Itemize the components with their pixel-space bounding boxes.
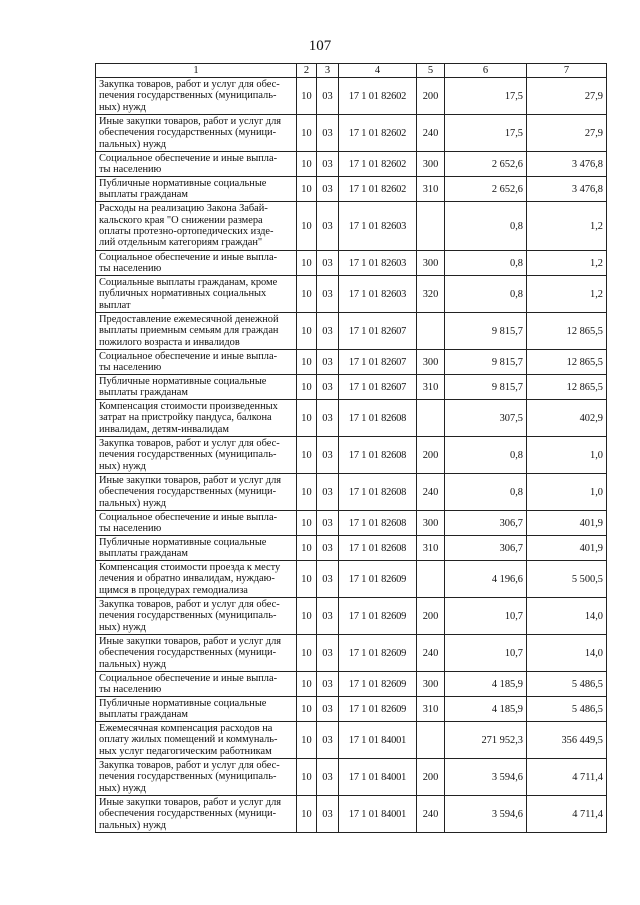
amount-col6-cell: 0,8 bbox=[445, 276, 527, 313]
amount-col6-cell: 0,8 bbox=[445, 251, 527, 276]
table-row bbox=[96, 635, 607, 672]
header-cell: 1 bbox=[96, 64, 297, 78]
row-name-cell: Иные закупки товаров, работ и услуг для обеспечения государственных (муници- пальных) нужд bbox=[96, 474, 297, 511]
budget-table bbox=[95, 63, 607, 833]
target-article-cell: 17 1 01 82608 bbox=[339, 437, 417, 474]
target-article-cell: 17 1 01 84001 bbox=[339, 722, 417, 759]
subsection-code-cell: 03 bbox=[317, 152, 339, 177]
expense-type-cell bbox=[417, 313, 445, 350]
expense-type-cell: 300 bbox=[417, 511, 445, 536]
table-row bbox=[96, 177, 607, 202]
target-article-cell: 17 1 01 82608 bbox=[339, 511, 417, 536]
row-name-cell: Иные закупки товаров, работ и услуг для обеспечения государственных (муници- пальных) нужд bbox=[96, 635, 297, 672]
row-name-cell: Социальное обеспечение и иные выпла- ты населению bbox=[96, 350, 297, 375]
expense-type-cell: 300 bbox=[417, 672, 445, 697]
amount-col7-cell: 401,9 bbox=[527, 536, 607, 561]
page-number: 107 bbox=[308, 38, 332, 54]
subsection-code-cell: 03 bbox=[317, 276, 339, 313]
amount-col7-cell: 14,0 bbox=[527, 598, 607, 635]
subsection-code-cell: 03 bbox=[317, 437, 339, 474]
expense-type-cell: 310 bbox=[417, 697, 445, 722]
subsection-code-cell: 03 bbox=[317, 177, 339, 202]
header-cell: 3 bbox=[317, 64, 339, 78]
amount-col7-cell: 27,9 bbox=[527, 115, 607, 152]
section-code-cell: 10 bbox=[297, 375, 317, 400]
table-row bbox=[96, 437, 607, 474]
subsection-code-cell: 03 bbox=[317, 536, 339, 561]
target-article-cell: 17 1 01 82602 bbox=[339, 177, 417, 202]
amount-col7-cell: 3 476,8 bbox=[527, 177, 607, 202]
table-row bbox=[96, 350, 607, 375]
row-name-cell: Расходы на реализацию Закона Забай- кальского края "О снижении размера оплаты протезно-ортопедических изде- лий отдельным категориям граждан" bbox=[96, 202, 297, 251]
amount-col7-cell: 402,9 bbox=[527, 400, 607, 437]
expense-type-cell: 240 bbox=[417, 635, 445, 672]
row-name-cell: Иные закупки товаров, работ и услуг для обеспечения государственных (муници- пальных) нужд bbox=[96, 796, 297, 833]
target-article-cell: 17 1 01 82609 bbox=[339, 635, 417, 672]
target-article-cell: 17 1 01 82602 bbox=[339, 78, 417, 115]
amount-col6-cell: 0,8 bbox=[445, 474, 527, 511]
table-row bbox=[96, 152, 607, 177]
row-name-cell: Компенсация стоимости произведенных затрат на пристройку пандуса, балкона инвалидам, детям-инвалидам bbox=[96, 400, 297, 437]
table-body bbox=[96, 78, 607, 833]
row-name-cell: Ежемесячная компенсация расходов на оплату жилых помещений и коммуналь- ных услуг педагогическим работникам bbox=[96, 722, 297, 759]
amount-col6-cell: 0,8 bbox=[445, 437, 527, 474]
subsection-code-cell: 03 bbox=[317, 598, 339, 635]
section-code-cell: 10 bbox=[297, 635, 317, 672]
row-name-cell: Публичные нормативные социальные выплаты гражданам bbox=[96, 375, 297, 400]
amount-col7-cell: 12 865,5 bbox=[527, 375, 607, 400]
section-code-cell: 10 bbox=[297, 511, 317, 536]
section-code-cell: 10 bbox=[297, 697, 317, 722]
header-cell: 5 bbox=[417, 64, 445, 78]
row-name-cell: Иные закупки товаров, работ и услуг для обеспечения государственных (муници- пальных) нужд bbox=[96, 115, 297, 152]
section-code-cell: 10 bbox=[297, 78, 317, 115]
amount-col7-cell: 1,2 bbox=[527, 251, 607, 276]
section-code-cell: 10 bbox=[297, 251, 317, 276]
amount-col7-cell: 14,0 bbox=[527, 635, 607, 672]
amount-col7-cell: 4 711,4 bbox=[527, 796, 607, 833]
table-row bbox=[96, 251, 607, 276]
amount-col6-cell: 4 185,9 bbox=[445, 672, 527, 697]
row-name-cell: Предоставление ежемесячной денежной выплаты приемным семьям для граждан пожилого возраста и инвалидов bbox=[96, 313, 297, 350]
table-row bbox=[96, 796, 607, 833]
amount-col7-cell: 5 500,5 bbox=[527, 561, 607, 598]
amount-col6-cell: 2 652,6 bbox=[445, 152, 527, 177]
expense-type-cell bbox=[417, 561, 445, 598]
subsection-code-cell: 03 bbox=[317, 759, 339, 796]
row-name-cell: Компенсация стоимости проезда к месту лечения и обратно инвалидам, нуждаю- щимся в процедурах гемодиализа bbox=[96, 561, 297, 598]
section-code-cell: 10 bbox=[297, 350, 317, 375]
subsection-code-cell: 03 bbox=[317, 78, 339, 115]
amount-col6-cell: 3 594,6 bbox=[445, 796, 527, 833]
amount-col7-cell: 1,0 bbox=[527, 474, 607, 511]
expense-type-cell bbox=[417, 400, 445, 437]
section-code-cell: 10 bbox=[297, 276, 317, 313]
amount-col6-cell: 271 952,3 bbox=[445, 722, 527, 759]
subsection-code-cell: 03 bbox=[317, 313, 339, 350]
subsection-code-cell: 03 bbox=[317, 635, 339, 672]
amount-col6-cell: 10,7 bbox=[445, 598, 527, 635]
row-name-cell: Социальное обеспечение и иные выпла- ты населению bbox=[96, 152, 297, 177]
section-code-cell: 10 bbox=[297, 672, 317, 697]
header-cell: 2 bbox=[297, 64, 317, 78]
expense-type-cell: 310 bbox=[417, 375, 445, 400]
expense-type-cell: 200 bbox=[417, 78, 445, 115]
amount-col7-cell: 401,9 bbox=[527, 511, 607, 536]
target-article-cell: 17 1 01 82608 bbox=[339, 400, 417, 437]
header-cell: 7 bbox=[527, 64, 607, 78]
header-cell: 6 bbox=[445, 64, 527, 78]
section-code-cell: 10 bbox=[297, 115, 317, 152]
target-article-cell: 17 1 01 82608 bbox=[339, 474, 417, 511]
expense-type-cell: 320 bbox=[417, 276, 445, 313]
subsection-code-cell: 03 bbox=[317, 251, 339, 276]
target-article-cell: 17 1 01 82602 bbox=[339, 152, 417, 177]
subsection-code-cell: 03 bbox=[317, 697, 339, 722]
table-row bbox=[96, 672, 607, 697]
target-article-cell: 17 1 01 84001 bbox=[339, 759, 417, 796]
amount-col7-cell: 4 711,4 bbox=[527, 759, 607, 796]
target-article-cell: 17 1 01 82603 bbox=[339, 202, 417, 251]
amount-col6-cell: 9 815,7 bbox=[445, 313, 527, 350]
amount-col6-cell: 3 594,6 bbox=[445, 759, 527, 796]
table-row bbox=[96, 115, 607, 152]
table-row bbox=[96, 598, 607, 635]
target-article-cell: 17 1 01 82603 bbox=[339, 276, 417, 313]
amount-col6-cell: 9 815,7 bbox=[445, 350, 527, 375]
amount-col7-cell: 5 486,5 bbox=[527, 672, 607, 697]
amount-col7-cell: 1,2 bbox=[527, 202, 607, 251]
expense-type-cell bbox=[417, 202, 445, 251]
subsection-code-cell: 03 bbox=[317, 400, 339, 437]
target-article-cell: 17 1 01 82602 bbox=[339, 115, 417, 152]
section-code-cell: 10 bbox=[297, 759, 317, 796]
target-article-cell: 17 1 01 82609 bbox=[339, 672, 417, 697]
row-name-cell: Публичные нормативные социальные выплаты гражданам bbox=[96, 536, 297, 561]
section-code-cell: 10 bbox=[297, 722, 317, 759]
row-name-cell: Социальное обеспечение и иные выпла- ты населению bbox=[96, 251, 297, 276]
subsection-code-cell: 03 bbox=[317, 474, 339, 511]
amount-col7-cell: 27,9 bbox=[527, 78, 607, 115]
amount-col6-cell: 306,7 bbox=[445, 536, 527, 561]
expense-type-cell: 240 bbox=[417, 115, 445, 152]
table-row bbox=[96, 697, 607, 722]
amount-col6-cell: 2 652,6 bbox=[445, 177, 527, 202]
amount-col7-cell: 5 486,5 bbox=[527, 697, 607, 722]
amount-col7-cell: 3 476,8 bbox=[527, 152, 607, 177]
expense-type-cell: 200 bbox=[417, 437, 445, 474]
amount-col6-cell: 9 815,7 bbox=[445, 375, 527, 400]
row-name-cell: Закупка товаров, работ и услуг для обес- печения государственных (муниципаль- ных) нужд bbox=[96, 437, 297, 474]
amount-col6-cell: 17,5 bbox=[445, 115, 527, 152]
expense-type-cell: 240 bbox=[417, 474, 445, 511]
subsection-code-cell: 03 bbox=[317, 561, 339, 598]
amount-col7-cell: 356 449,5 bbox=[527, 722, 607, 759]
subsection-code-cell: 03 bbox=[317, 375, 339, 400]
row-name-cell: Закупка товаров, работ и услуг для обес- печения государственных (муниципаль- ных) нужд bbox=[96, 78, 297, 115]
expense-type-cell: 200 bbox=[417, 759, 445, 796]
table-row bbox=[96, 400, 607, 437]
table-row bbox=[96, 722, 607, 759]
subsection-code-cell: 03 bbox=[317, 722, 339, 759]
target-article-cell: 17 1 01 82607 bbox=[339, 375, 417, 400]
table-row bbox=[96, 536, 607, 561]
amount-col7-cell: 1,0 bbox=[527, 437, 607, 474]
expense-type-cell: 310 bbox=[417, 177, 445, 202]
table-row bbox=[96, 202, 607, 251]
section-code-cell: 10 bbox=[297, 152, 317, 177]
table-row bbox=[96, 561, 607, 598]
table-row bbox=[96, 78, 607, 115]
expense-type-cell bbox=[417, 722, 445, 759]
subsection-code-cell: 03 bbox=[317, 672, 339, 697]
subsection-code-cell: 03 bbox=[317, 350, 339, 375]
target-article-cell: 17 1 01 82609 bbox=[339, 561, 417, 598]
table-row bbox=[96, 276, 607, 313]
subsection-code-cell: 03 bbox=[317, 511, 339, 536]
row-name-cell: Закупка товаров, работ и услуг для обес- печения государственных (муниципаль- ных) нужд bbox=[96, 759, 297, 796]
target-article-cell: 17 1 01 82603 bbox=[339, 251, 417, 276]
target-article-cell: 17 1 01 82607 bbox=[339, 350, 417, 375]
section-code-cell: 10 bbox=[297, 474, 317, 511]
section-code-cell: 10 bbox=[297, 202, 317, 251]
expense-type-cell: 300 bbox=[417, 152, 445, 177]
subsection-code-cell: 03 bbox=[317, 796, 339, 833]
section-code-cell: 10 bbox=[297, 177, 317, 202]
target-article-cell: 17 1 01 84001 bbox=[339, 796, 417, 833]
header-row bbox=[96, 64, 607, 78]
section-code-cell: 10 bbox=[297, 536, 317, 561]
amount-col6-cell: 17,5 bbox=[445, 78, 527, 115]
table-row bbox=[96, 313, 607, 350]
target-article-cell: 17 1 01 82607 bbox=[339, 313, 417, 350]
target-article-cell: 17 1 01 82609 bbox=[339, 697, 417, 722]
row-name-cell: Социальное обеспечение и иные выпла- ты населению bbox=[96, 511, 297, 536]
amount-col6-cell: 4 185,9 bbox=[445, 697, 527, 722]
table-row bbox=[96, 375, 607, 400]
subsection-code-cell: 03 bbox=[317, 202, 339, 251]
expense-type-cell: 300 bbox=[417, 350, 445, 375]
section-code-cell: 10 bbox=[297, 561, 317, 598]
section-code-cell: 10 bbox=[297, 598, 317, 635]
table-row bbox=[96, 511, 607, 536]
amount-col6-cell: 10,7 bbox=[445, 635, 527, 672]
row-name-cell: Публичные нормативные социальные выплаты гражданам bbox=[96, 697, 297, 722]
expense-type-cell: 200 bbox=[417, 598, 445, 635]
row-name-cell: Социальные выплаты гражданам, кроме публичных нормативных социальных выплат bbox=[96, 276, 297, 313]
table-row bbox=[96, 759, 607, 796]
table-row bbox=[96, 474, 607, 511]
target-article-cell: 17 1 01 82609 bbox=[339, 598, 417, 635]
amount-col7-cell: 1,2 bbox=[527, 276, 607, 313]
row-name-cell: Социальное обеспечение и иные выпла- ты населению bbox=[96, 672, 297, 697]
section-code-cell: 10 bbox=[297, 313, 317, 350]
amount-col7-cell: 12 865,5 bbox=[527, 350, 607, 375]
amount-col6-cell: 4 196,6 bbox=[445, 561, 527, 598]
expense-type-cell: 300 bbox=[417, 251, 445, 276]
target-article-cell: 17 1 01 82608 bbox=[339, 536, 417, 561]
subsection-code-cell: 03 bbox=[317, 115, 339, 152]
section-code-cell: 10 bbox=[297, 437, 317, 474]
row-name-cell: Публичные нормативные социальные выплаты гражданам bbox=[96, 177, 297, 202]
expense-type-cell: 240 bbox=[417, 796, 445, 833]
amount-col6-cell: 307,5 bbox=[445, 400, 527, 437]
amount-col7-cell: 12 865,5 bbox=[527, 313, 607, 350]
section-code-cell: 10 bbox=[297, 400, 317, 437]
expense-type-cell: 310 bbox=[417, 536, 445, 561]
header-cell: 4 bbox=[339, 64, 417, 78]
amount-col6-cell: 306,7 bbox=[445, 511, 527, 536]
section-code-cell: 10 bbox=[297, 796, 317, 833]
amount-col6-cell: 0,8 bbox=[445, 202, 527, 251]
row-name-cell: Закупка товаров, работ и услуг для обес- печения государственных (муниципаль- ных) нужд bbox=[96, 598, 297, 635]
